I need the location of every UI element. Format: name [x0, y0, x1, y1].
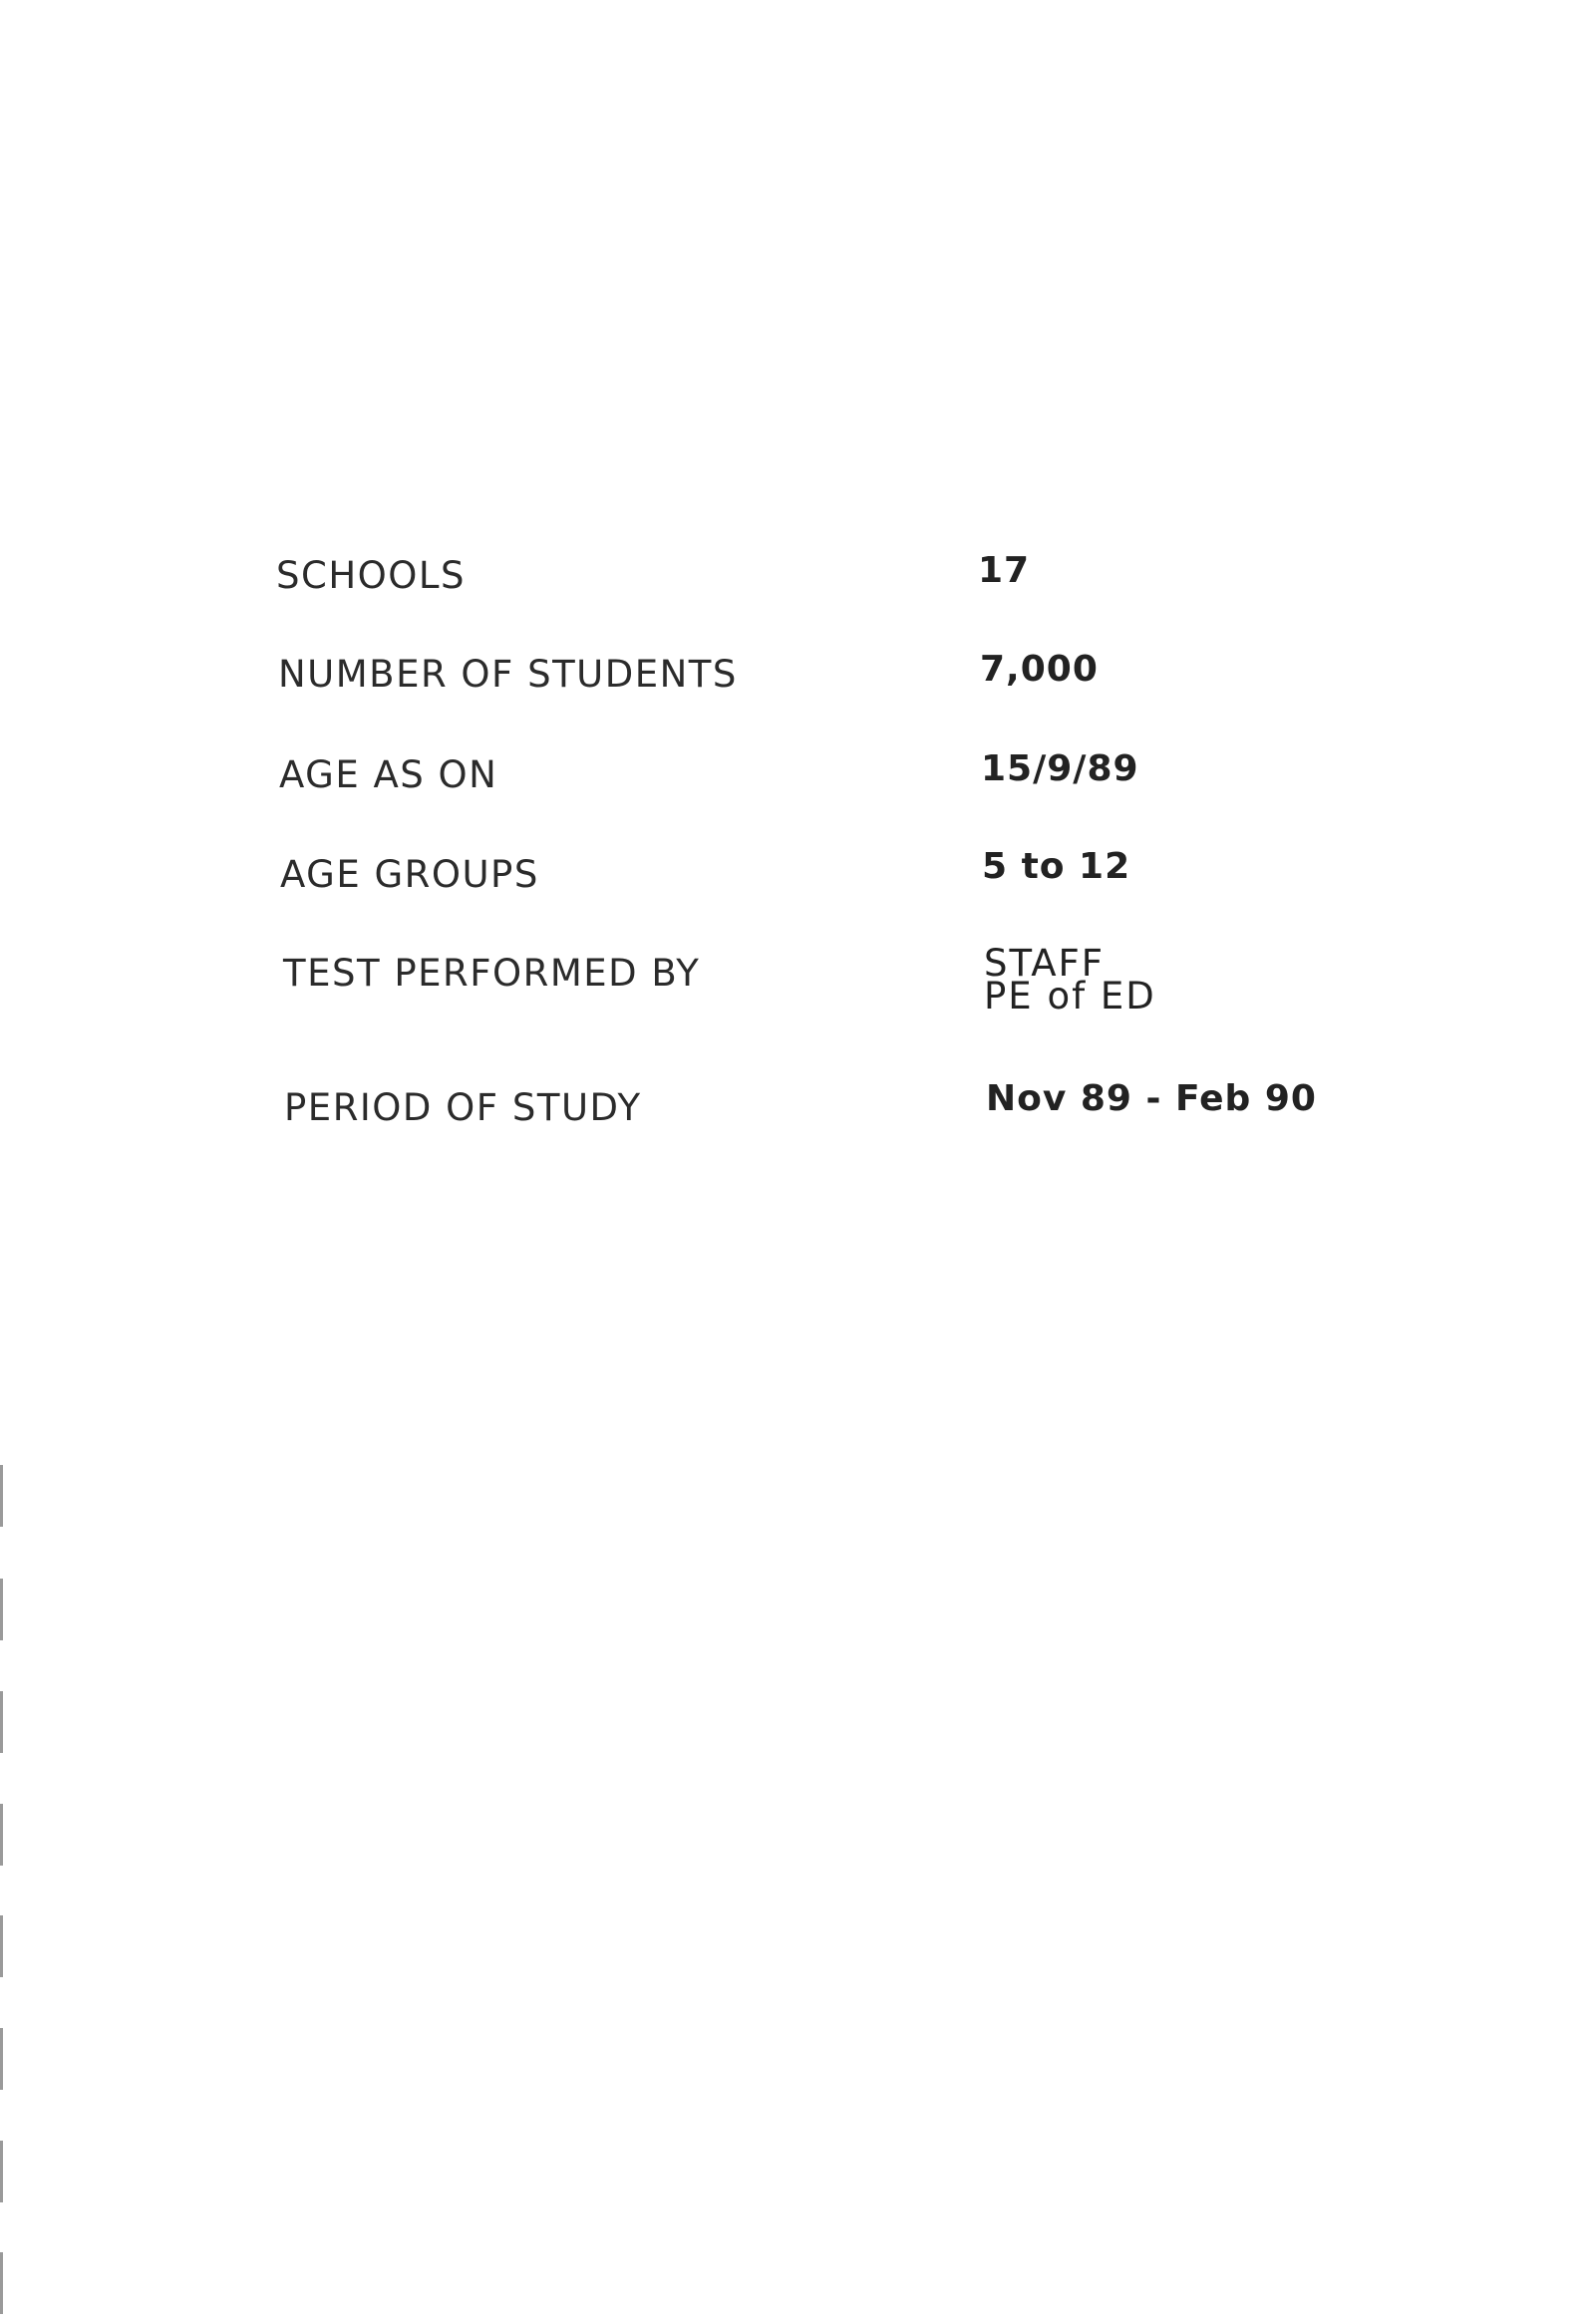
label-age-as-on: AGE AS ON: [279, 753, 498, 796]
label-schools: SCHOOLS: [276, 554, 466, 597]
value-test-performed-by-line2: PE of ED: [984, 975, 1156, 1017]
value-age-groups: 5 to 12: [982, 846, 1131, 887]
binding-mark: [0, 1691, 3, 1753]
label-age-groups: AGE GROUPS: [280, 853, 539, 896]
binding-mark: [0, 2252, 3, 2314]
binding-mark: [0, 1579, 3, 1640]
value-schools: 17: [978, 550, 1031, 591]
value-number-of-students: 7,000: [980, 649, 1099, 690]
value-test-performed-by-line1: STAFF: [984, 942, 1106, 985]
binding-mark: [0, 1804, 3, 1866]
label-number-of-students: NUMBER OF STUDENTS: [278, 653, 738, 696]
label-period-of-study: PERIOD OF STUDY: [284, 1086, 642, 1129]
binding-mark: [0, 1465, 3, 1527]
value-age-as-on: 15/9/89: [981, 748, 1139, 789]
binding-mark: [0, 1915, 3, 1977]
value-period-of-study: Nov 89 - Feb 90: [986, 1078, 1317, 1119]
binding-mark: [0, 2141, 3, 2202]
value-test-performed-by: [984, 942, 1156, 1017]
binding-mark: [0, 2028, 3, 2090]
label-test-performed-by: TEST PERFORMED BY: [283, 952, 701, 995]
